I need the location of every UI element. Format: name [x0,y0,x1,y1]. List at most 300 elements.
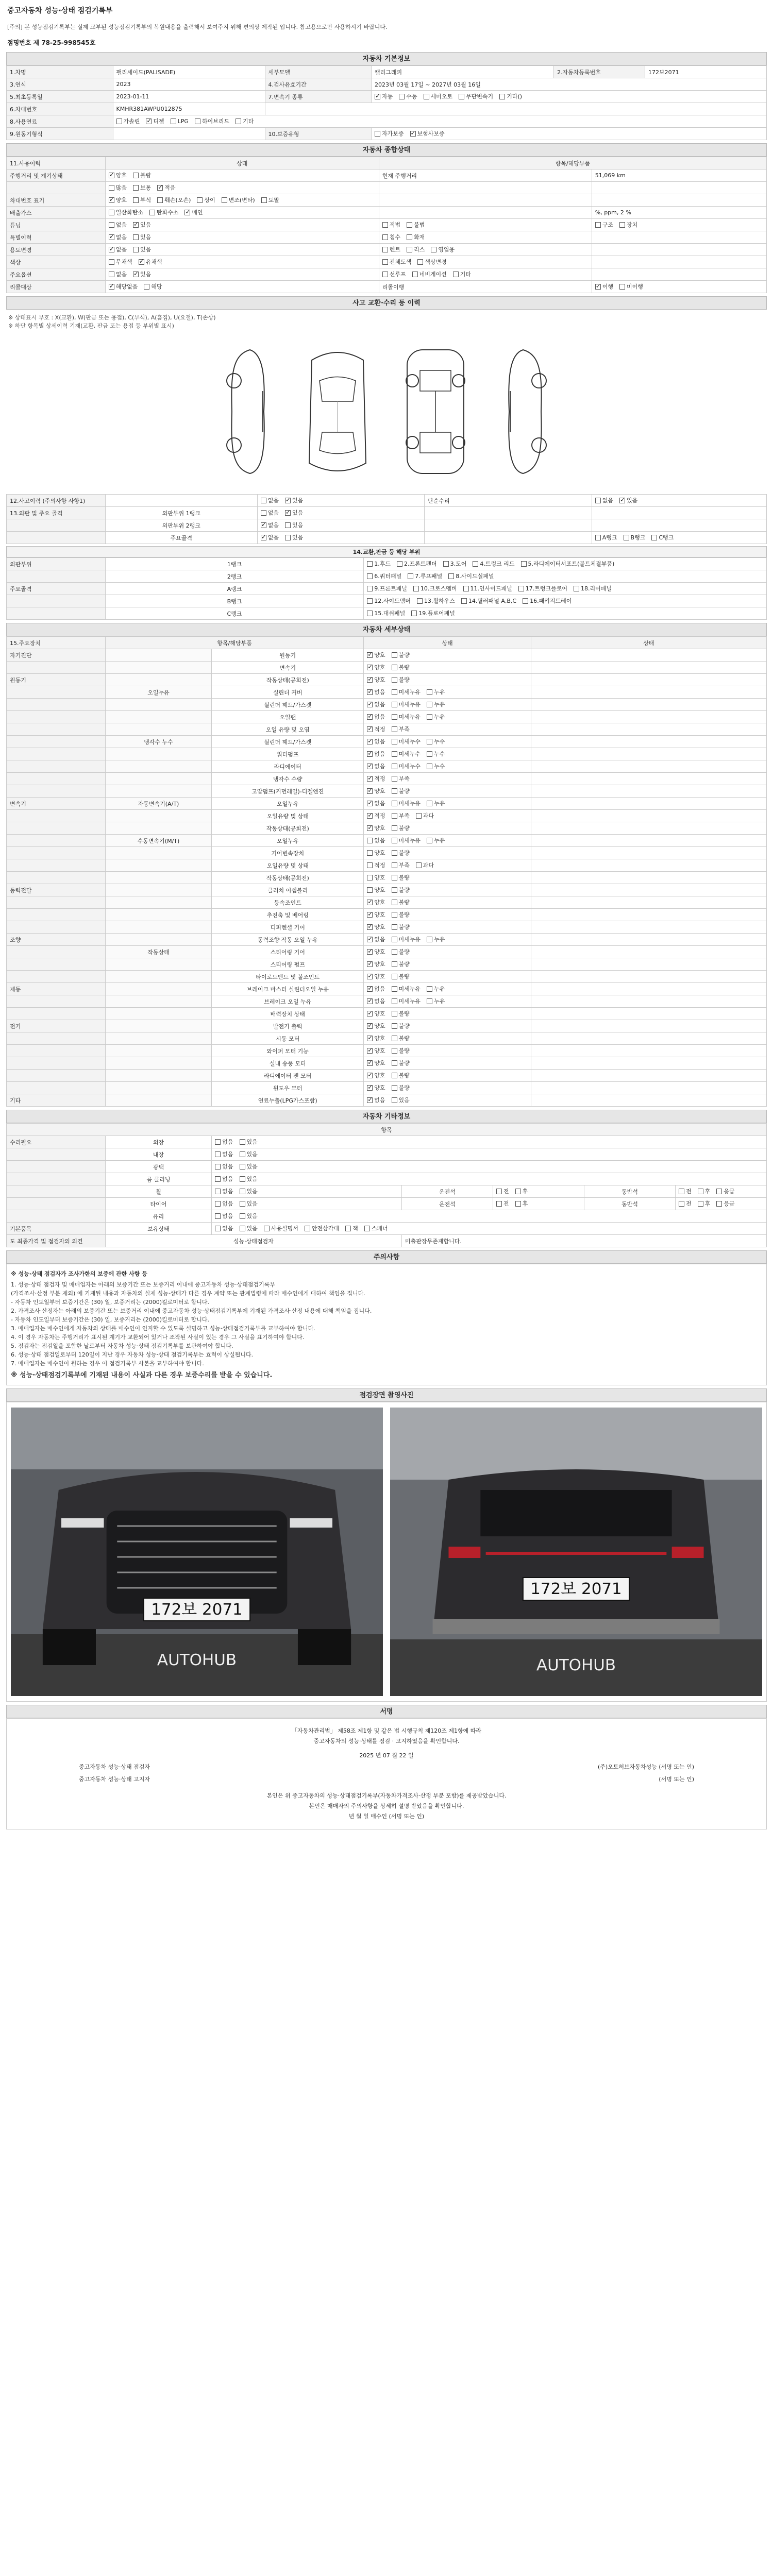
checkbox-icon[interactable] [133,197,139,203]
checkbox-option[interactable] [285,521,303,529]
checkbox-icon[interactable] [392,776,397,782]
checkbox-icon[interactable] [367,573,373,579]
checkbox-icon[interactable] [392,1036,397,1041]
checkbox-option[interactable] [367,886,385,894]
checkbox-option[interactable] [367,985,385,993]
checkbox-option[interactable] [215,1187,233,1195]
checkbox-icon[interactable] [367,764,373,769]
checkbox-icon[interactable] [367,1097,373,1103]
checkbox-icon[interactable] [367,702,373,707]
checkbox-icon[interactable] [427,986,432,992]
checkbox-option[interactable] [619,282,643,291]
checkbox-option[interactable] [392,725,410,733]
checkbox-icon[interactable] [367,887,373,893]
checkbox-icon[interactable] [240,1213,245,1219]
checkbox-icon[interactable] [367,586,373,591]
checkbox-icon[interactable] [197,197,203,203]
checkbox-icon[interactable] [240,1139,245,1145]
checkbox-option[interactable] [416,811,434,820]
checkbox-option[interactable] [392,713,421,721]
checkbox-icon[interactable] [109,234,114,240]
checkbox-icon[interactable] [367,677,373,683]
checkbox-icon[interactable] [375,94,380,99]
checkbox-icon[interactable] [392,1097,397,1103]
checkbox-icon[interactable] [240,1201,245,1207]
checkbox-option[interactable] [392,651,410,659]
checkbox-option[interactable] [215,1150,233,1158]
checkbox-option[interactable] [392,1059,410,1067]
checkbox-option[interactable] [392,737,421,745]
checkbox-option[interactable] [261,196,279,204]
checkbox-icon[interactable] [109,210,114,215]
checkbox-option[interactable] [367,1046,385,1055]
checkbox-icon[interactable] [367,1036,373,1041]
checkbox-option[interactable] [367,935,385,943]
checkbox-option[interactable] [157,196,191,204]
checkbox-icon[interactable] [367,998,373,1004]
checkbox-icon[interactable] [215,1226,221,1231]
checkbox-icon[interactable] [367,1060,373,1066]
checkbox-icon[interactable] [392,726,397,732]
checkbox-icon[interactable] [240,1164,245,1170]
checkbox-icon[interactable] [215,1213,221,1219]
checkbox-option[interactable] [261,521,279,529]
checkbox-option[interactable] [367,750,385,758]
checkbox-option[interactable] [133,171,151,179]
checkbox-option[interactable] [157,183,175,192]
checkbox-option[interactable] [382,258,412,266]
checkbox-icon[interactable] [367,689,373,695]
checkbox-icon[interactable] [236,118,241,124]
checkbox-option[interactable] [133,270,151,278]
checkbox-icon[interactable] [392,974,397,979]
checkbox-option[interactable] [392,811,410,820]
checkbox-icon[interactable] [261,197,267,203]
checkbox-icon[interactable] [367,974,373,979]
checkbox-icon[interactable] [392,912,397,918]
checkbox-option[interactable] [367,1034,385,1042]
checkbox-icon[interactable] [407,234,412,240]
checkbox-icon[interactable] [133,234,139,240]
checkbox-icon[interactable] [408,573,413,579]
checkbox-option[interactable] [149,208,179,216]
checkbox-option[interactable] [133,233,151,241]
checkbox-icon[interactable] [392,1048,397,1054]
checkbox-option[interactable] [392,836,421,844]
checkbox-option[interactable] [651,533,674,541]
checkbox-icon[interactable] [367,726,373,732]
checkbox-icon[interactable] [392,1060,397,1066]
checkbox-icon[interactable] [427,937,432,942]
checkbox-option[interactable] [109,171,127,179]
checkbox-option[interactable] [716,1187,734,1195]
checkbox-icon[interactable] [109,247,114,252]
checkbox-icon[interactable] [364,1226,370,1231]
checkbox-option[interactable] [133,196,151,204]
checkbox-option[interactable] [109,196,127,204]
checkbox-option[interactable] [382,245,400,253]
checkbox-icon[interactable] [619,222,625,228]
checkbox-option[interactable] [367,873,385,882]
checkbox-icon[interactable] [392,714,397,720]
checkbox-icon[interactable] [499,94,505,99]
checkbox-option[interactable] [619,496,637,504]
checkbox-option[interactable] [392,910,410,919]
checkbox-option[interactable] [392,1034,410,1042]
checkbox-option[interactable] [427,935,445,943]
checkbox-icon[interactable] [367,850,373,856]
checkbox-icon[interactable] [171,118,176,124]
checkbox-icon[interactable] [411,611,417,616]
checkbox-icon[interactable] [392,862,397,868]
checkbox-icon[interactable] [453,272,459,277]
checkbox-icon[interactable] [367,875,373,880]
checkbox-icon[interactable] [459,94,464,99]
checkbox-option[interactable] [367,910,385,919]
checkbox-icon[interactable] [261,535,266,540]
checkbox-icon[interactable] [367,611,373,616]
checkbox-icon[interactable] [515,1189,521,1194]
checkbox-option[interactable] [375,129,404,138]
checkbox-icon[interactable] [392,788,397,794]
checkbox-icon[interactable] [285,522,291,528]
checkbox-icon[interactable] [367,813,373,819]
checkbox-option[interactable] [367,651,385,659]
checkbox-icon[interactable] [416,862,422,868]
checkbox-icon[interactable] [116,118,122,124]
checkbox-icon[interactable] [424,94,429,99]
checkbox-icon[interactable] [109,197,114,203]
checkbox-option[interactable] [427,750,445,758]
checkbox-option[interactable] [215,1199,233,1208]
checkbox-icon[interactable] [392,1073,397,1078]
checkbox-option[interactable] [240,1162,258,1171]
checkbox-option[interactable] [222,196,255,204]
checkbox-option[interactable] [236,117,254,125]
checkbox-option[interactable] [679,1187,692,1195]
checkbox-icon[interactable] [215,1164,221,1170]
checkbox-icon[interactable] [496,1201,502,1207]
checkbox-option[interactable] [392,886,410,894]
checkbox-option[interactable] [424,92,453,100]
checkbox-icon[interactable] [392,689,397,695]
checkbox-option[interactable] [367,609,405,617]
checkbox-option[interactable] [496,1199,509,1208]
checkbox-option[interactable] [215,1175,233,1183]
checkbox-icon[interactable] [382,222,388,228]
checkbox-icon[interactable] [109,259,114,265]
checkbox-option[interactable] [215,1224,233,1232]
checkbox-option[interactable] [109,233,127,241]
checkbox-icon[interactable] [496,1189,502,1194]
checkbox-icon[interactable] [410,131,416,137]
checkbox-option[interactable] [417,597,455,605]
checkbox-icon[interactable] [367,949,373,955]
checkbox-icon[interactable] [417,598,423,604]
checkbox-option[interactable] [427,762,445,770]
checkbox-icon[interactable] [427,689,432,695]
checkbox-icon[interactable] [392,652,397,658]
checkbox-icon[interactable] [427,764,432,769]
checkbox-icon[interactable] [392,751,397,757]
checkbox-option[interactable] [392,799,421,807]
checkbox-option[interactable] [624,533,646,541]
checkbox-option[interactable] [367,1083,385,1092]
checkbox-option[interactable] [518,584,567,592]
checkbox-icon[interactable] [574,586,579,591]
checkbox-icon[interactable] [392,702,397,707]
checkbox-icon[interactable] [427,801,432,806]
checkbox-option[interactable] [240,1199,258,1208]
checkbox-option[interactable] [367,572,401,580]
checkbox-option[interactable] [305,1224,339,1232]
checkbox-option[interactable] [392,1009,410,1018]
checkbox-option[interactable] [364,1224,388,1232]
checkbox-option[interactable] [382,270,406,278]
checkbox-icon[interactable] [157,197,163,203]
checkbox-option[interactable] [392,923,410,931]
checkbox-icon[interactable] [521,561,527,567]
checkbox-icon[interactable] [427,714,432,720]
checkbox-icon[interactable] [392,838,397,843]
checkbox-option[interactable] [367,597,411,605]
checkbox-icon[interactable] [133,173,139,178]
checkbox-icon[interactable] [215,1151,221,1157]
checkbox-option[interactable] [133,221,151,229]
checkbox-option[interactable] [215,1212,233,1220]
checkbox-option[interactable] [109,258,132,266]
checkbox-option[interactable] [215,1162,233,1171]
checkbox-option[interactable] [427,700,445,708]
checkbox-option[interactable] [716,1199,734,1208]
checkbox-icon[interactable] [215,1189,221,1194]
checkbox-option[interactable] [496,1187,509,1195]
checkbox-option[interactable] [412,270,447,278]
checkbox-option[interactable] [407,233,425,241]
checkbox-icon[interactable] [417,259,423,265]
checkbox-icon[interactable] [133,185,139,191]
checkbox-icon[interactable] [382,272,388,277]
checkbox-icon[interactable] [679,1189,684,1194]
checkbox-icon[interactable] [698,1201,703,1207]
checkbox-icon[interactable] [518,586,524,591]
checkbox-option[interactable] [367,861,385,869]
checkbox-option[interactable] [264,1224,298,1232]
checkbox-option[interactable] [461,597,516,605]
checkbox-icon[interactable] [595,498,601,503]
checkbox-option[interactable] [367,1059,385,1067]
checkbox-icon[interactable] [515,1201,521,1207]
checkbox-icon[interactable] [392,677,397,683]
checkbox-icon[interactable] [392,998,397,1004]
checkbox-option[interactable] [146,117,164,125]
checkbox-option[interactable] [392,750,421,758]
checkbox-icon[interactable] [407,247,412,252]
checkbox-icon[interactable] [215,1139,221,1145]
checkbox-icon[interactable] [367,739,373,744]
checkbox-icon[interactable] [367,1073,373,1078]
checkbox-icon[interactable] [367,838,373,843]
checkbox-option[interactable] [184,208,203,216]
checkbox-option[interactable] [392,898,410,906]
checkbox-option[interactable] [392,1096,410,1104]
checkbox-icon[interactable] [305,1226,310,1231]
checkbox-option[interactable] [367,675,385,684]
checkbox-icon[interactable] [397,561,402,567]
checkbox-option[interactable] [427,799,445,807]
checkbox-icon[interactable] [716,1201,722,1207]
checkbox-icon[interactable] [392,875,397,880]
checkbox-icon[interactable] [367,862,373,868]
checkbox-icon[interactable] [139,259,144,265]
checkbox-icon[interactable] [367,900,373,905]
checkbox-icon[interactable] [407,222,412,228]
checkbox-option[interactable] [407,245,425,253]
checkbox-option[interactable] [392,688,421,696]
checkbox-icon[interactable] [679,1201,684,1207]
checkbox-option[interactable] [367,836,385,844]
checkbox-option[interactable] [367,1096,385,1104]
checkbox-option[interactable] [392,935,421,943]
checkbox-icon[interactable] [392,1011,397,1016]
checkbox-option[interactable] [595,496,613,504]
checkbox-option[interactable] [698,1187,711,1195]
checkbox-option[interactable] [109,245,127,253]
checkbox-icon[interactable] [427,702,432,707]
checkbox-option[interactable] [392,675,410,684]
checkbox-option[interactable] [367,849,385,857]
checkbox-option[interactable] [416,861,434,869]
checkbox-option[interactable] [367,824,385,832]
checkbox-option[interactable] [240,1150,258,1158]
checkbox-option[interactable] [367,663,385,671]
checkbox-option[interactable] [197,196,215,204]
checkbox-icon[interactable] [109,284,114,290]
checkbox-icon[interactable] [392,961,397,967]
checkbox-icon[interactable] [382,234,388,240]
checkbox-option[interactable] [392,947,410,956]
checkbox-icon[interactable] [392,924,397,930]
checkbox-icon[interactable] [367,801,373,806]
checkbox-option[interactable] [367,947,385,956]
checkbox-option[interactable] [392,1022,410,1030]
checkbox-option[interactable] [367,762,385,770]
checkbox-icon[interactable] [215,1176,221,1182]
checkbox-option[interactable] [367,688,385,696]
checkbox-option[interactable] [574,584,612,592]
checkbox-option[interactable] [285,533,303,541]
checkbox-icon[interactable] [264,1226,270,1231]
checkbox-option[interactable] [382,221,400,229]
checkbox-icon[interactable] [240,1189,245,1194]
checkbox-icon[interactable] [698,1189,703,1194]
checkbox-option[interactable] [427,997,445,1005]
checkbox-icon[interactable] [285,498,291,503]
checkbox-option[interactable] [109,270,127,278]
checkbox-option[interactable] [392,960,410,968]
checkbox-icon[interactable] [595,535,601,540]
checkbox-icon[interactable] [375,131,380,137]
checkbox-option[interactable] [367,787,385,795]
checkbox-icon[interactable] [427,838,432,843]
checkbox-option[interactable] [523,597,572,605]
checkbox-option[interactable] [407,221,425,229]
checkbox-icon[interactable] [367,751,373,757]
checkbox-option[interactable] [473,560,514,568]
checkbox-option[interactable] [367,725,385,733]
checkbox-icon[interactable] [109,173,114,178]
checkbox-icon[interactable] [392,986,397,992]
checkbox-icon[interactable] [261,522,266,528]
checkbox-option[interactable] [367,737,385,745]
checkbox-option[interactable] [367,1022,385,1030]
checkbox-option[interactable] [367,923,385,931]
checkbox-option[interactable] [595,533,617,541]
checkbox-icon[interactable] [431,247,436,252]
checkbox-icon[interactable] [427,751,432,757]
checkbox-icon[interactable] [215,1201,221,1207]
checkbox-icon[interactable] [619,498,625,503]
checkbox-option[interactable] [410,129,445,138]
checkbox-option[interactable] [392,861,410,869]
checkbox-option[interactable] [367,972,385,980]
checkbox-option[interactable] [698,1199,711,1208]
checkbox-option[interactable] [240,1224,258,1232]
checkbox-icon[interactable] [392,764,397,769]
checkbox-option[interactable] [431,245,455,253]
checkbox-option[interactable] [285,509,303,517]
checkbox-icon[interactable] [240,1151,245,1157]
checkbox-option[interactable] [367,1071,385,1079]
checkbox-icon[interactable] [133,222,139,228]
checkbox-option[interactable] [413,584,457,592]
checkbox-option[interactable] [399,92,417,100]
checkbox-icon[interactable] [109,185,114,191]
checkbox-option[interactable] [392,1046,410,1055]
checkbox-icon[interactable] [392,949,397,955]
checkbox-option[interactable] [109,208,143,216]
checkbox-option[interactable] [240,1212,258,1220]
checkbox-icon[interactable] [367,561,373,567]
checkbox-option[interactable] [427,985,445,993]
checkbox-icon[interactable] [595,284,601,290]
checkbox-option[interactable] [392,774,410,783]
checkbox-option[interactable] [411,609,455,617]
checkbox-option[interactable] [417,258,447,266]
checkbox-option[interactable] [427,737,445,745]
checkbox-option[interactable] [367,713,385,721]
checkbox-option[interactable] [285,496,303,504]
checkbox-icon[interactable] [367,924,373,930]
checkbox-icon[interactable] [109,272,114,277]
checkbox-option[interactable] [109,221,127,229]
checkbox-option[interactable] [367,700,385,708]
checkbox-icon[interactable] [345,1226,351,1231]
checkbox-option[interactable] [408,572,442,580]
checkbox-icon[interactable] [367,714,373,720]
checkbox-icon[interactable] [367,1023,373,1029]
checkbox-option[interactable] [345,1224,358,1232]
checkbox-icon[interactable] [463,586,469,591]
checkbox-icon[interactable] [392,1023,397,1029]
checkbox-icon[interactable] [392,850,397,856]
checkbox-option[interactable] [116,117,140,125]
checkbox-option[interactable] [443,560,467,568]
checkbox-option[interactable] [367,799,385,807]
checkbox-icon[interactable] [619,284,625,290]
checkbox-option[interactable] [619,221,637,229]
checkbox-option[interactable] [499,92,522,100]
